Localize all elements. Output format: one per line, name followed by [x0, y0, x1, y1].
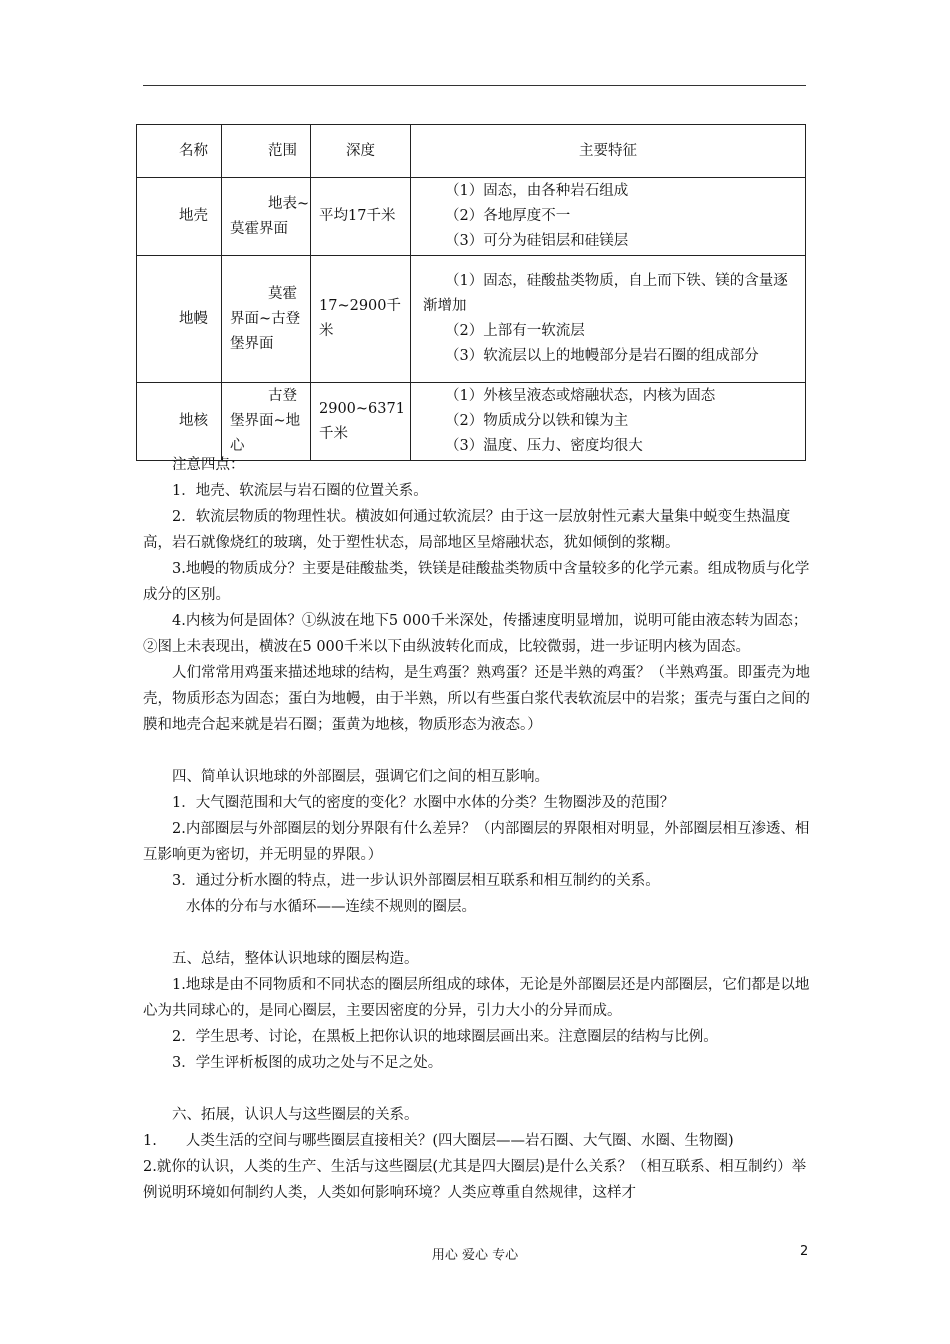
table-row: [137, 178, 806, 256]
layer-range: 地表~莫霍界面: [222, 178, 311, 256]
paragraph: 1．地壳、软流层与岩石圈的位置关系。: [172, 483, 428, 499]
feature-item: （1）固态，硅酸盐类物质，自上而下铁、镁的含量逐渐增加: [423, 273, 788, 314]
paragraph: 1. 人类生活的空间与哪些圈层直接相关？(四大圈层——岩石圈、大气圈、水圈、生物圈): [143, 1133, 734, 1149]
paragraph: 2.内部圈层与外部圈层的划分界限有什么差异？（内部圈层的界限相对明显，外部圈层相互渗透、相互影响更为密切，并无明显的界限。）: [143, 821, 810, 863]
paragraph: 2．软流层物质的物理性状。横波如何通过软流层？由于这一层放射性元素大量集中蜕变生热温度高，岩石就像烧红的玻璃，处于塑性状态，局部地区呈熔融状态，犹如倾倒的浆糊。: [143, 509, 791, 551]
paragraph: 2.就你的认识，人类的生产、生活与这些圈层(尤其是四大圈层)是什么关系？（相互联系、相互制约）举例说明环境如何制约人类，人类如何影响环境？人类应尊重自然规律，这样才: [143, 1159, 807, 1201]
footer-motto: 用心 爱心 专心: [431, 1248, 519, 1263]
paragraph: 2．学生思考、讨论，在黑板上把你认识的地球圈层画出来。注意圈层的结构与比例。: [172, 1029, 718, 1045]
section-heading: 六、拓展，认识人与这些圈层的关系。: [172, 1107, 419, 1123]
layer-features: [411, 383, 806, 461]
feature-item: （2）物质成分以铁和镍为主: [445, 413, 629, 429]
section-heading: 四、简单认识地球的外部圈层，强调它们之间的相互影响。: [172, 769, 549, 785]
layer-range: 莫霍界面~古登堡界面: [222, 256, 311, 383]
feature-item: （3）温度、压力、密度均很大: [445, 438, 643, 454]
layer-name: 地壳: [137, 178, 222, 256]
feature-item: （1）固态，由各种岩石组成: [445, 183, 629, 199]
paragraph: 注意四点：: [172, 457, 245, 473]
feature-item: （2）各地厚度不一: [445, 208, 571, 224]
earth-layers-table: [136, 124, 806, 461]
paragraph: 3.地幔的物质成分？主要是硅酸盐类，铁镁是硅酸盐类物质中含量较多的化学元素。组成物质与化学成分的区别。: [143, 561, 810, 603]
body-text: [143, 452, 811, 1206]
layer-depth: 平均17千米: [311, 178, 411, 256]
header-depth: 深度: [311, 125, 411, 178]
layer-features: [411, 256, 806, 383]
paragraph: 1．大气圈范围和大气的密度的变化？水圈中水体的分类？生物圈涉及的范围？: [172, 795, 675, 811]
layer-depth: 2900~6371千米: [311, 383, 411, 461]
layer-name: 地核: [137, 383, 222, 461]
layer-features: [411, 178, 806, 256]
layer-range: 古登堡界面~地心: [222, 383, 311, 461]
layer-depth: 17~2900千米: [311, 256, 411, 383]
feature-item: （2）上部有一软流层: [445, 323, 585, 339]
header-features: 主要特征: [411, 125, 806, 178]
paragraph: 4.内核为何是固体？①纵波在地下5 000千米深处，传播速度明显增加，说明可能由液态转为固态；②图上未表现出，横波在5 000千米以下由纵波转化而成，比较微弱，进一步证明内核为固态。: [143, 613, 808, 655]
layer-name: 地幔: [137, 256, 222, 383]
section-heading: 五、总结，整体认识地球的圈层构造。: [172, 951, 419, 967]
table-row: [137, 383, 806, 461]
page-number: 2: [800, 1244, 809, 1259]
paragraph: 水体的分布与水循环——连续不规则的圈层。: [186, 899, 476, 915]
header-rule: [143, 85, 806, 86]
feature-item: （3）可分为硅铝层和硅镁层: [445, 233, 629, 249]
paragraph: 3．通过分析水圈的特点，进一步认识外部圈层相互联系和相互制约的关系。: [172, 873, 660, 889]
paragraph: 3．学生评析板图的成功之处与不足之处。: [172, 1055, 443, 1071]
paragraph: 1.地球是由不同物质和不同状态的圈层所组成的球体，无论是外部圈层还是内部圈层，它们都是以地心为共同球心的，是同心圈层，主要因密度的分异，引力大小的分异而成。: [143, 977, 810, 1019]
table-header-row: [137, 125, 806, 178]
header-range: 范围: [222, 125, 311, 178]
paragraph: 人们常常用鸡蛋来描述地球的结构，是生鸡蛋？熟鸡蛋？还是半熟的鸡蛋？（半熟鸡蛋。即蛋壳为地壳，物质形态为固态；蛋白为地幔，由于半熟，所以有些蛋白浆代表软流层中的岩浆；蛋壳与蛋白之间的膜和地壳合起来就是岩石圈；蛋黄为地核，物质形态为液态。）: [143, 665, 810, 733]
feature-item: （3）软流层以上的地幔部分是岩石圈的组成部分: [445, 348, 759, 364]
feature-item: （1）外核呈液态或熔融状态，内核为固态: [445, 388, 716, 404]
header-name: 名称: [137, 125, 222, 178]
table-row: [137, 256, 806, 383]
